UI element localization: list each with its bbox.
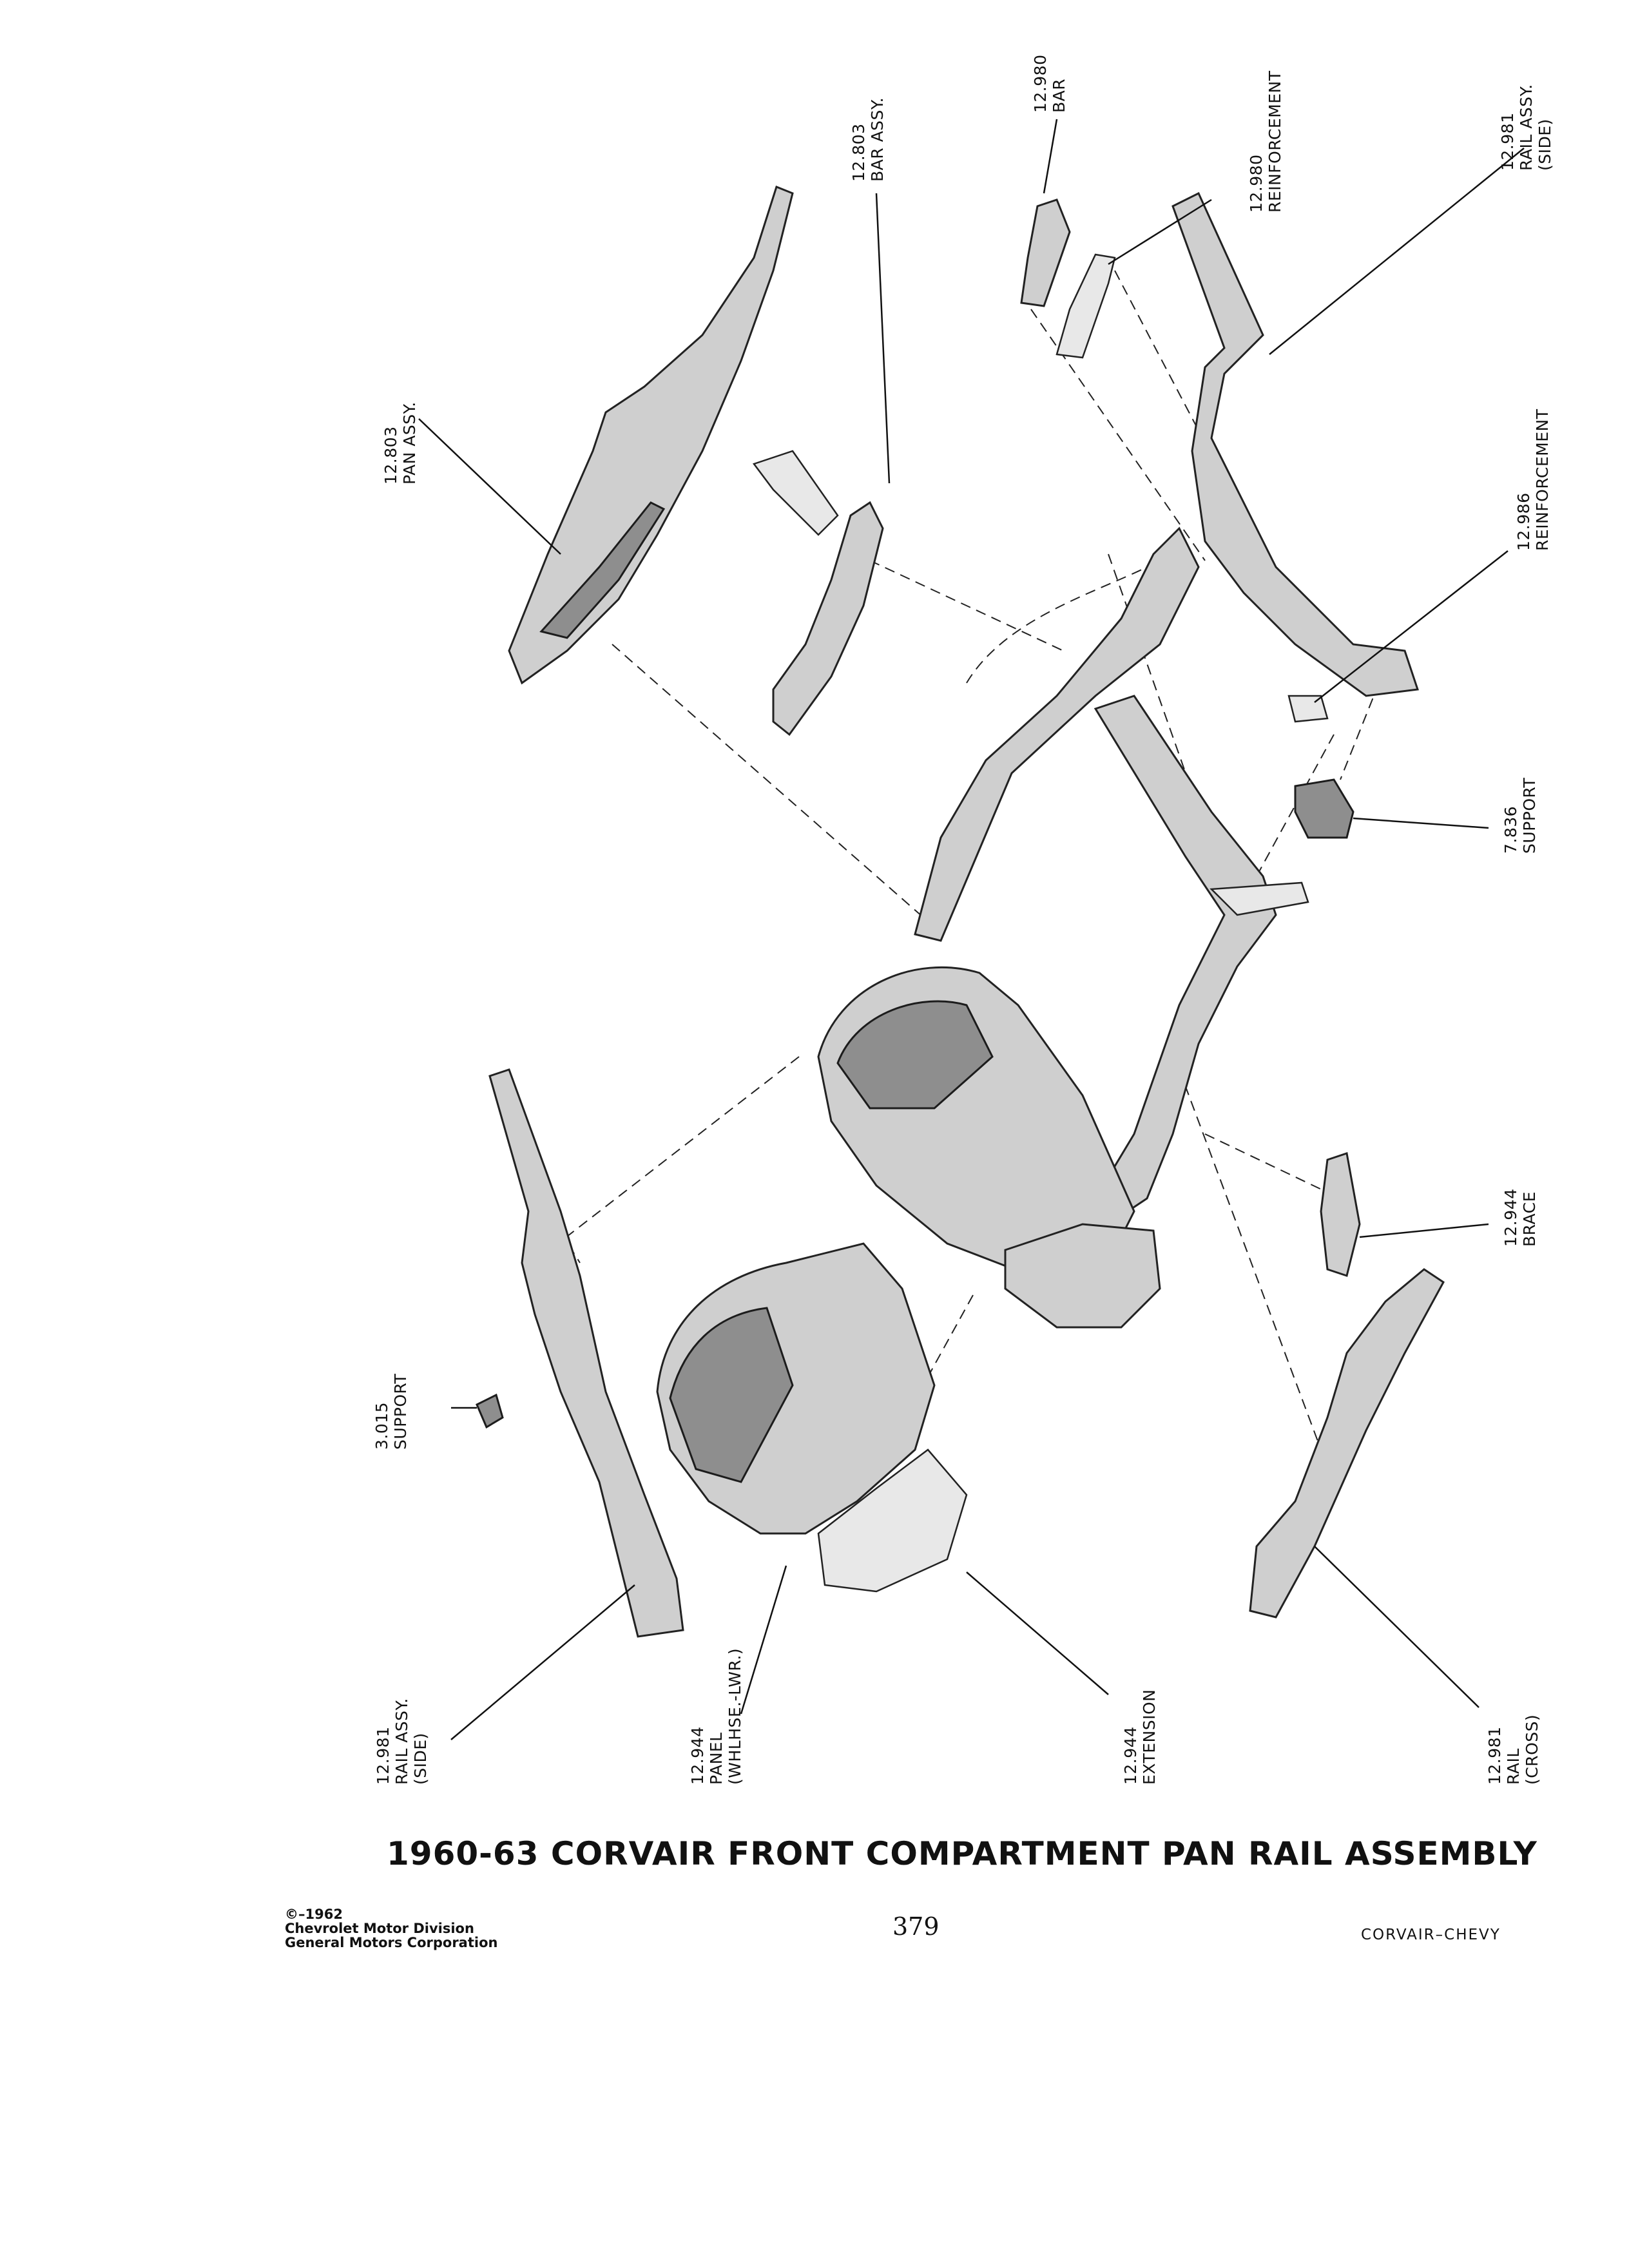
copyright-corporation: General Motors Corporation bbox=[285, 1935, 498, 1950]
callout-name: RAIL ASSY. bbox=[1517, 84, 1536, 171]
callout-support-right bbox=[1501, 778, 1539, 854]
callout-name: PANEL bbox=[707, 1732, 726, 1785]
callout-qualifier: (WHLHSE.-LWR.) bbox=[726, 1648, 744, 1785]
callout-number: 12.944 bbox=[688, 1726, 707, 1785]
callout-name: RAIL ASSY. bbox=[392, 1698, 411, 1785]
side-frame-rail bbox=[1095, 696, 1276, 1224]
callout-rail-assy-side-left bbox=[374, 1698, 430, 1785]
copyright-block bbox=[285, 1907, 497, 1950]
callout-number: 12.980 bbox=[1031, 54, 1050, 113]
callout-name: PAN ASSY. bbox=[400, 401, 419, 485]
callout-name: REINFORCEMENT bbox=[1266, 70, 1284, 213]
callout-brace bbox=[1501, 1189, 1539, 1247]
callout-number: 12.981 bbox=[1498, 112, 1517, 171]
bar-assy-part bbox=[773, 503, 883, 735]
reinforcement-top-part bbox=[1057, 255, 1115, 358]
callout-reinforcement-mid bbox=[1514, 408, 1552, 551]
page-title: 1960-63 CORVAIR FRONT COMPARTMENT PAN RAIL ASSEMBLY bbox=[387, 1835, 1537, 1872]
reinforcement-mid-part bbox=[1289, 696, 1327, 722]
callout-number: 12.980 bbox=[1247, 154, 1266, 213]
callout-name: BRACE bbox=[1520, 1191, 1539, 1247]
rail-cross-part bbox=[1250, 1269, 1443, 1617]
callout-number: 12.981 bbox=[1485, 1726, 1504, 1785]
callout-bar-assy bbox=[849, 97, 887, 182]
copyright-year: ©–1962 bbox=[285, 1907, 343, 1922]
page-number: 379 bbox=[892, 1912, 940, 1941]
callout-number: 12.944 bbox=[1501, 1188, 1520, 1247]
callout-name: SUPPORT bbox=[1520, 777, 1539, 854]
callout-number: 12.803 bbox=[381, 426, 400, 485]
rail-assy-side-left-part bbox=[490, 1070, 683, 1637]
bar-assy-tab bbox=[754, 451, 838, 535]
callout-number: 12.803 bbox=[849, 123, 868, 182]
callout-reinforcement-top bbox=[1247, 70, 1284, 213]
footer-section-label: CORVAIR–CHEVY bbox=[1361, 1927, 1501, 1943]
callout-name: BAR bbox=[1050, 78, 1068, 113]
callout-qualifier: (SIDE) bbox=[1536, 119, 1554, 171]
leader-lines bbox=[419, 119, 1524, 1740]
callout-name: SUPPORT bbox=[391, 1373, 410, 1450]
callout-support-left bbox=[372, 1374, 410, 1450]
support-left-part bbox=[477, 1395, 503, 1427]
callout-panel bbox=[688, 1648, 744, 1785]
callout-name: BAR ASSY. bbox=[868, 97, 887, 182]
callout-bar bbox=[1031, 55, 1068, 113]
callout-number: 7.836 bbox=[1501, 805, 1520, 854]
callout-extension bbox=[1121, 1689, 1159, 1785]
brace-part bbox=[1321, 1153, 1360, 1276]
callout-name: REINFORCEMENT bbox=[1533, 408, 1552, 551]
callout-number: 12.986 bbox=[1514, 492, 1533, 551]
callout-name: RAIL bbox=[1504, 1748, 1523, 1785]
callout-rail-cross bbox=[1485, 1715, 1541, 1785]
pan-assy-part bbox=[509, 187, 793, 683]
callout-number: 3.015 bbox=[372, 1401, 391, 1450]
bar-part bbox=[1021, 200, 1070, 306]
callout-number: 12.944 bbox=[1121, 1726, 1140, 1785]
callout-rail-assy-side-right bbox=[1498, 84, 1554, 171]
copyright-division: Chevrolet Motor Division bbox=[285, 1921, 474, 1936]
callout-qualifier: (CROSS) bbox=[1523, 1714, 1541, 1785]
callout-pan-assy bbox=[381, 401, 419, 485]
support-right-part bbox=[1295, 780, 1353, 838]
callout-qualifier: (SIDE) bbox=[411, 1733, 430, 1785]
callout-number: 12.981 bbox=[374, 1726, 392, 1785]
rail-assy-side-right-part bbox=[1173, 193, 1418, 696]
callout-name: EXTENSION bbox=[1140, 1689, 1159, 1785]
